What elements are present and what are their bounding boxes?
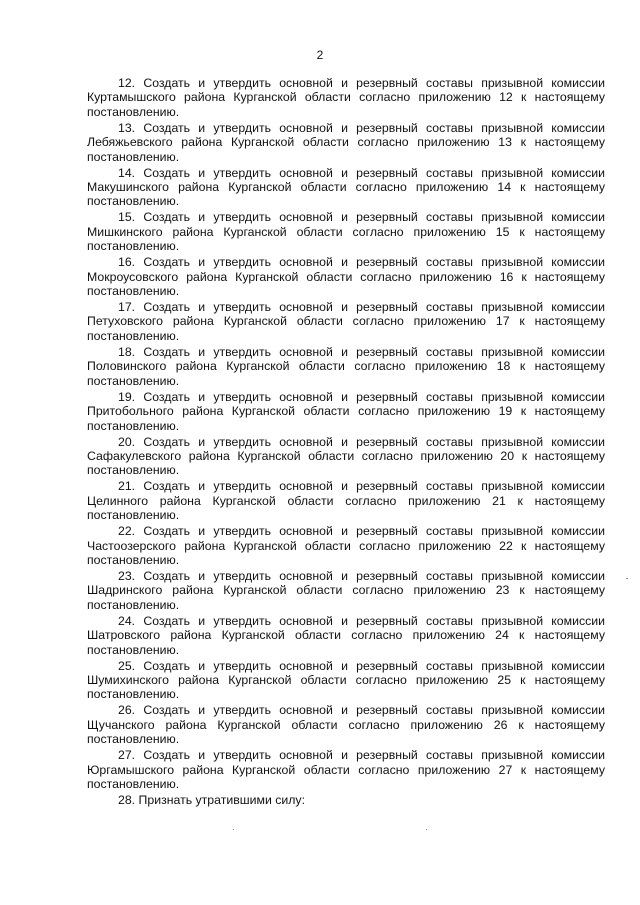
paragraph-text: Создать и утвердить основной и резервный составы призывной комиссии Мокроусовского района Курганской области согласно приложению 16 к настоящему постановлению. bbox=[87, 255, 605, 299]
paragraph-21 bbox=[87, 479, 605, 522]
scan-speck bbox=[233, 829, 234, 830]
paragraph-number: 15. bbox=[118, 210, 136, 225]
paragraph-text: Создать и утвердить основной и резервный составы призывной комиссии Сафакулевского района Курганской области согласно приложению 20 к настоящему постановлению. bbox=[87, 434, 605, 478]
paragraph-text: Создать и утвердить основной и резервный составы призывной комиссии Шадринского района Курганской области согласно приложению 23 к настоящему постановлению. bbox=[87, 568, 605, 612]
paragraph-number: 22. bbox=[118, 524, 136, 539]
paragraph-text: Создать и утвердить основной и резервный составы призывной комиссии Петуховского района Курганской области согласно приложению 17 к настоящему постановлению. bbox=[87, 300, 605, 343]
paragraph-number: 14. bbox=[118, 165, 136, 180]
paragraph-25 bbox=[87, 659, 605, 702]
page-number: 2 bbox=[316, 48, 324, 62]
paragraph-number: 21. bbox=[118, 479, 136, 494]
paragraph-number: 24. bbox=[118, 613, 136, 628]
paragraph-text: Создать и утвердить основной и резервный составы призывной комиссии Юргамышского района Курганской области согласно приложению 27 к настоящему постановлению. bbox=[87, 748, 605, 791]
paragraph-number: 25. bbox=[118, 658, 136, 673]
scan-speck bbox=[426, 829, 427, 830]
scan-speck bbox=[626, 578, 628, 579]
paragraph-27 bbox=[87, 748, 605, 791]
paragraph-number: 20. bbox=[118, 434, 136, 449]
paragraph-12 bbox=[87, 76, 605, 119]
paragraph-text: Создать и утвердить основной и резервный составы призывной комиссии Половинского района Курганской области согласно приложению 18 к настоящему постановлению. bbox=[87, 344, 605, 388]
paragraph-text: Создать и утвердить основной и резервный составы призывной комиссии Притобольного района Курганской области согласно приложению 19 к настоящему постановлению. bbox=[87, 389, 605, 433]
paragraph-23 bbox=[87, 569, 605, 612]
paragraph-number: 16. bbox=[118, 255, 136, 270]
paragraph-number: 23. bbox=[118, 568, 136, 583]
paragraph-number: 19. bbox=[118, 389, 136, 404]
paragraph-text: Создать и утвердить основной и резервный составы призывной комиссии Целинного района Курганской области согласно приложению 21 к настоящему постановлению. bbox=[87, 479, 605, 523]
paragraph-16 bbox=[87, 255, 605, 298]
paragraph-19 bbox=[87, 390, 605, 433]
paragraph-text: Создать и утвердить основной и резервный составы призывной комиссии Шатровского района Курганской области согласно приложению 24 к настоящему постановлению. bbox=[87, 613, 605, 657]
paragraph-number: 26. bbox=[118, 703, 136, 718]
paragraph-17 bbox=[87, 300, 605, 343]
paragraph-14 bbox=[87, 166, 605, 209]
paragraph-15 bbox=[87, 210, 605, 253]
paragraph-26 bbox=[87, 703, 605, 746]
paragraph-number: 13. bbox=[118, 120, 136, 135]
paragraph-18 bbox=[87, 345, 605, 388]
paragraph-text: Создать и утвердить основной и резервный составы призывной комиссии Щучанского района Курганской области согласно приложению 26 к настоящему постановлению. bbox=[87, 703, 605, 747]
paragraph-24 bbox=[87, 614, 605, 657]
paragraph-number: 18. bbox=[118, 344, 136, 359]
paragraph-text: Признать утратившими силу: bbox=[138, 793, 305, 807]
paragraph-number: 12. bbox=[118, 76, 136, 90]
paragraph-number: 17. bbox=[118, 300, 136, 315]
paragraph-text: Создать и утвердить основной и резервный составы призывной комиссии Шумихинского района Курганской области согласно приложению 25 к настоящему постановлению. bbox=[87, 658, 605, 702]
paragraph-22 bbox=[87, 524, 605, 567]
paragraph-20 bbox=[87, 435, 605, 478]
paragraph-text: Создать и утвердить основной и резервный составы призывной комиссии Макушинского района Курганской области согласно приложению 14 к настоящему постановлению. bbox=[87, 165, 605, 209]
paragraph-text: Создать и утвердить основной и резервный составы призывной комиссии Частоозерского района Курганской области согласно приложению 22 к настоящему постановлению. bbox=[87, 524, 605, 567]
paragraph-text: Создать и утвердить основной и резервный составы призывной комиссии Лебяжьевского района Курганской области согласно приложению 13 к настоящему постановлению. bbox=[87, 120, 605, 164]
paragraph-text: Создать и утвердить основной и резервный составы призывной комиссии Мишкинского района Курганской области согласно приложению 15 к настоящему постановлению. bbox=[87, 210, 605, 254]
paragraph-13 bbox=[87, 121, 605, 164]
paragraph-text: Создать и утвердить основной и резервный составы призывной комиссии Куртамышского района Курганской области согласно приложению 12 к настоящему постановлению. bbox=[87, 76, 605, 119]
paragraph-number: 28. bbox=[118, 793, 136, 807]
paragraph-28 bbox=[87, 793, 605, 807]
document-body bbox=[87, 76, 605, 809]
paragraph-number: 27. bbox=[118, 748, 136, 763]
